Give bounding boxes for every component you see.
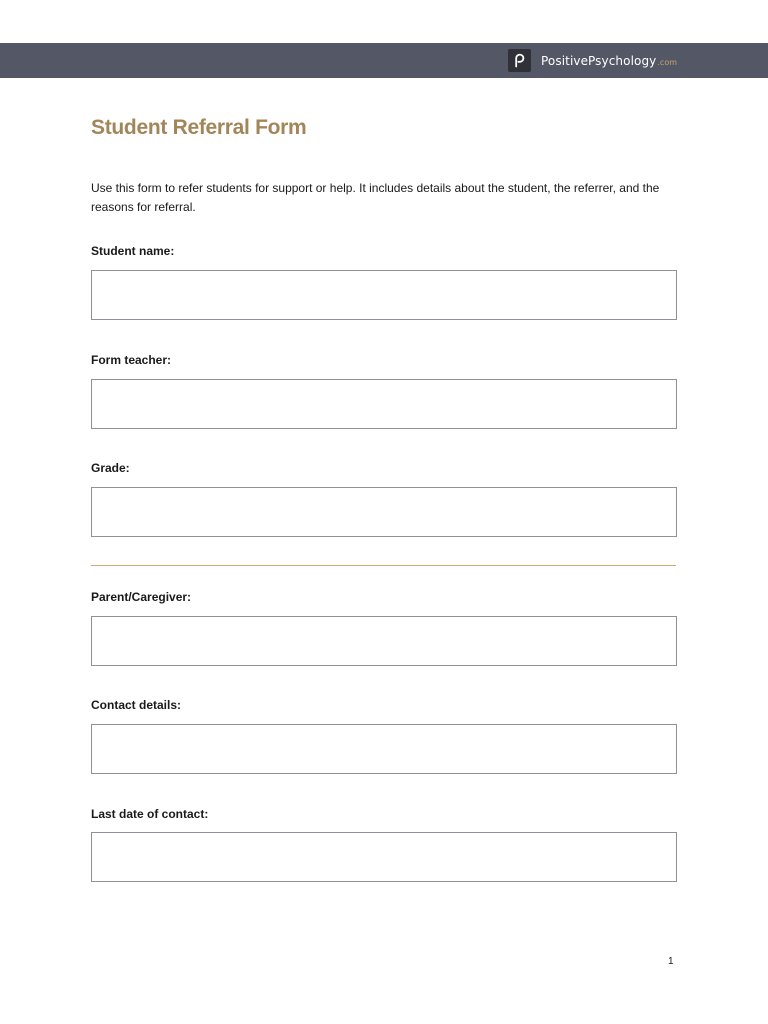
brand-suffix: .com xyxy=(657,57,678,67)
last-date-of-contact-label: Last date of contact: xyxy=(91,807,209,821)
brand-name: PositivePsychology xyxy=(541,53,657,68)
parent-caregiver-label: Parent/Caregiver: xyxy=(91,590,192,604)
page-title: Student Referral Form xyxy=(91,116,307,139)
contact-details-field[interactable] xyxy=(91,724,677,774)
last-date-of-contact-field[interactable] xyxy=(91,832,677,882)
form-teacher-field[interactable] xyxy=(91,379,677,429)
grade-label: Grade: xyxy=(91,461,130,475)
section-divider xyxy=(91,565,676,566)
header-bar xyxy=(0,43,768,78)
p-logo-icon xyxy=(508,49,531,72)
grade-field[interactable] xyxy=(91,487,677,537)
contact-details-label: Contact details: xyxy=(91,698,182,712)
brand[interactable] xyxy=(508,49,677,72)
page-number: 1 xyxy=(668,956,674,967)
form-teacher-label: Form teacher: xyxy=(91,353,172,367)
intro-text: Use this form to refer students for support or help. It includes details about the student, the referrer, and the reasons for referral. xyxy=(91,181,660,214)
student-name-label: Student name: xyxy=(91,244,175,258)
student-name-field[interactable] xyxy=(91,270,677,320)
parent-caregiver-field[interactable] xyxy=(91,616,677,666)
